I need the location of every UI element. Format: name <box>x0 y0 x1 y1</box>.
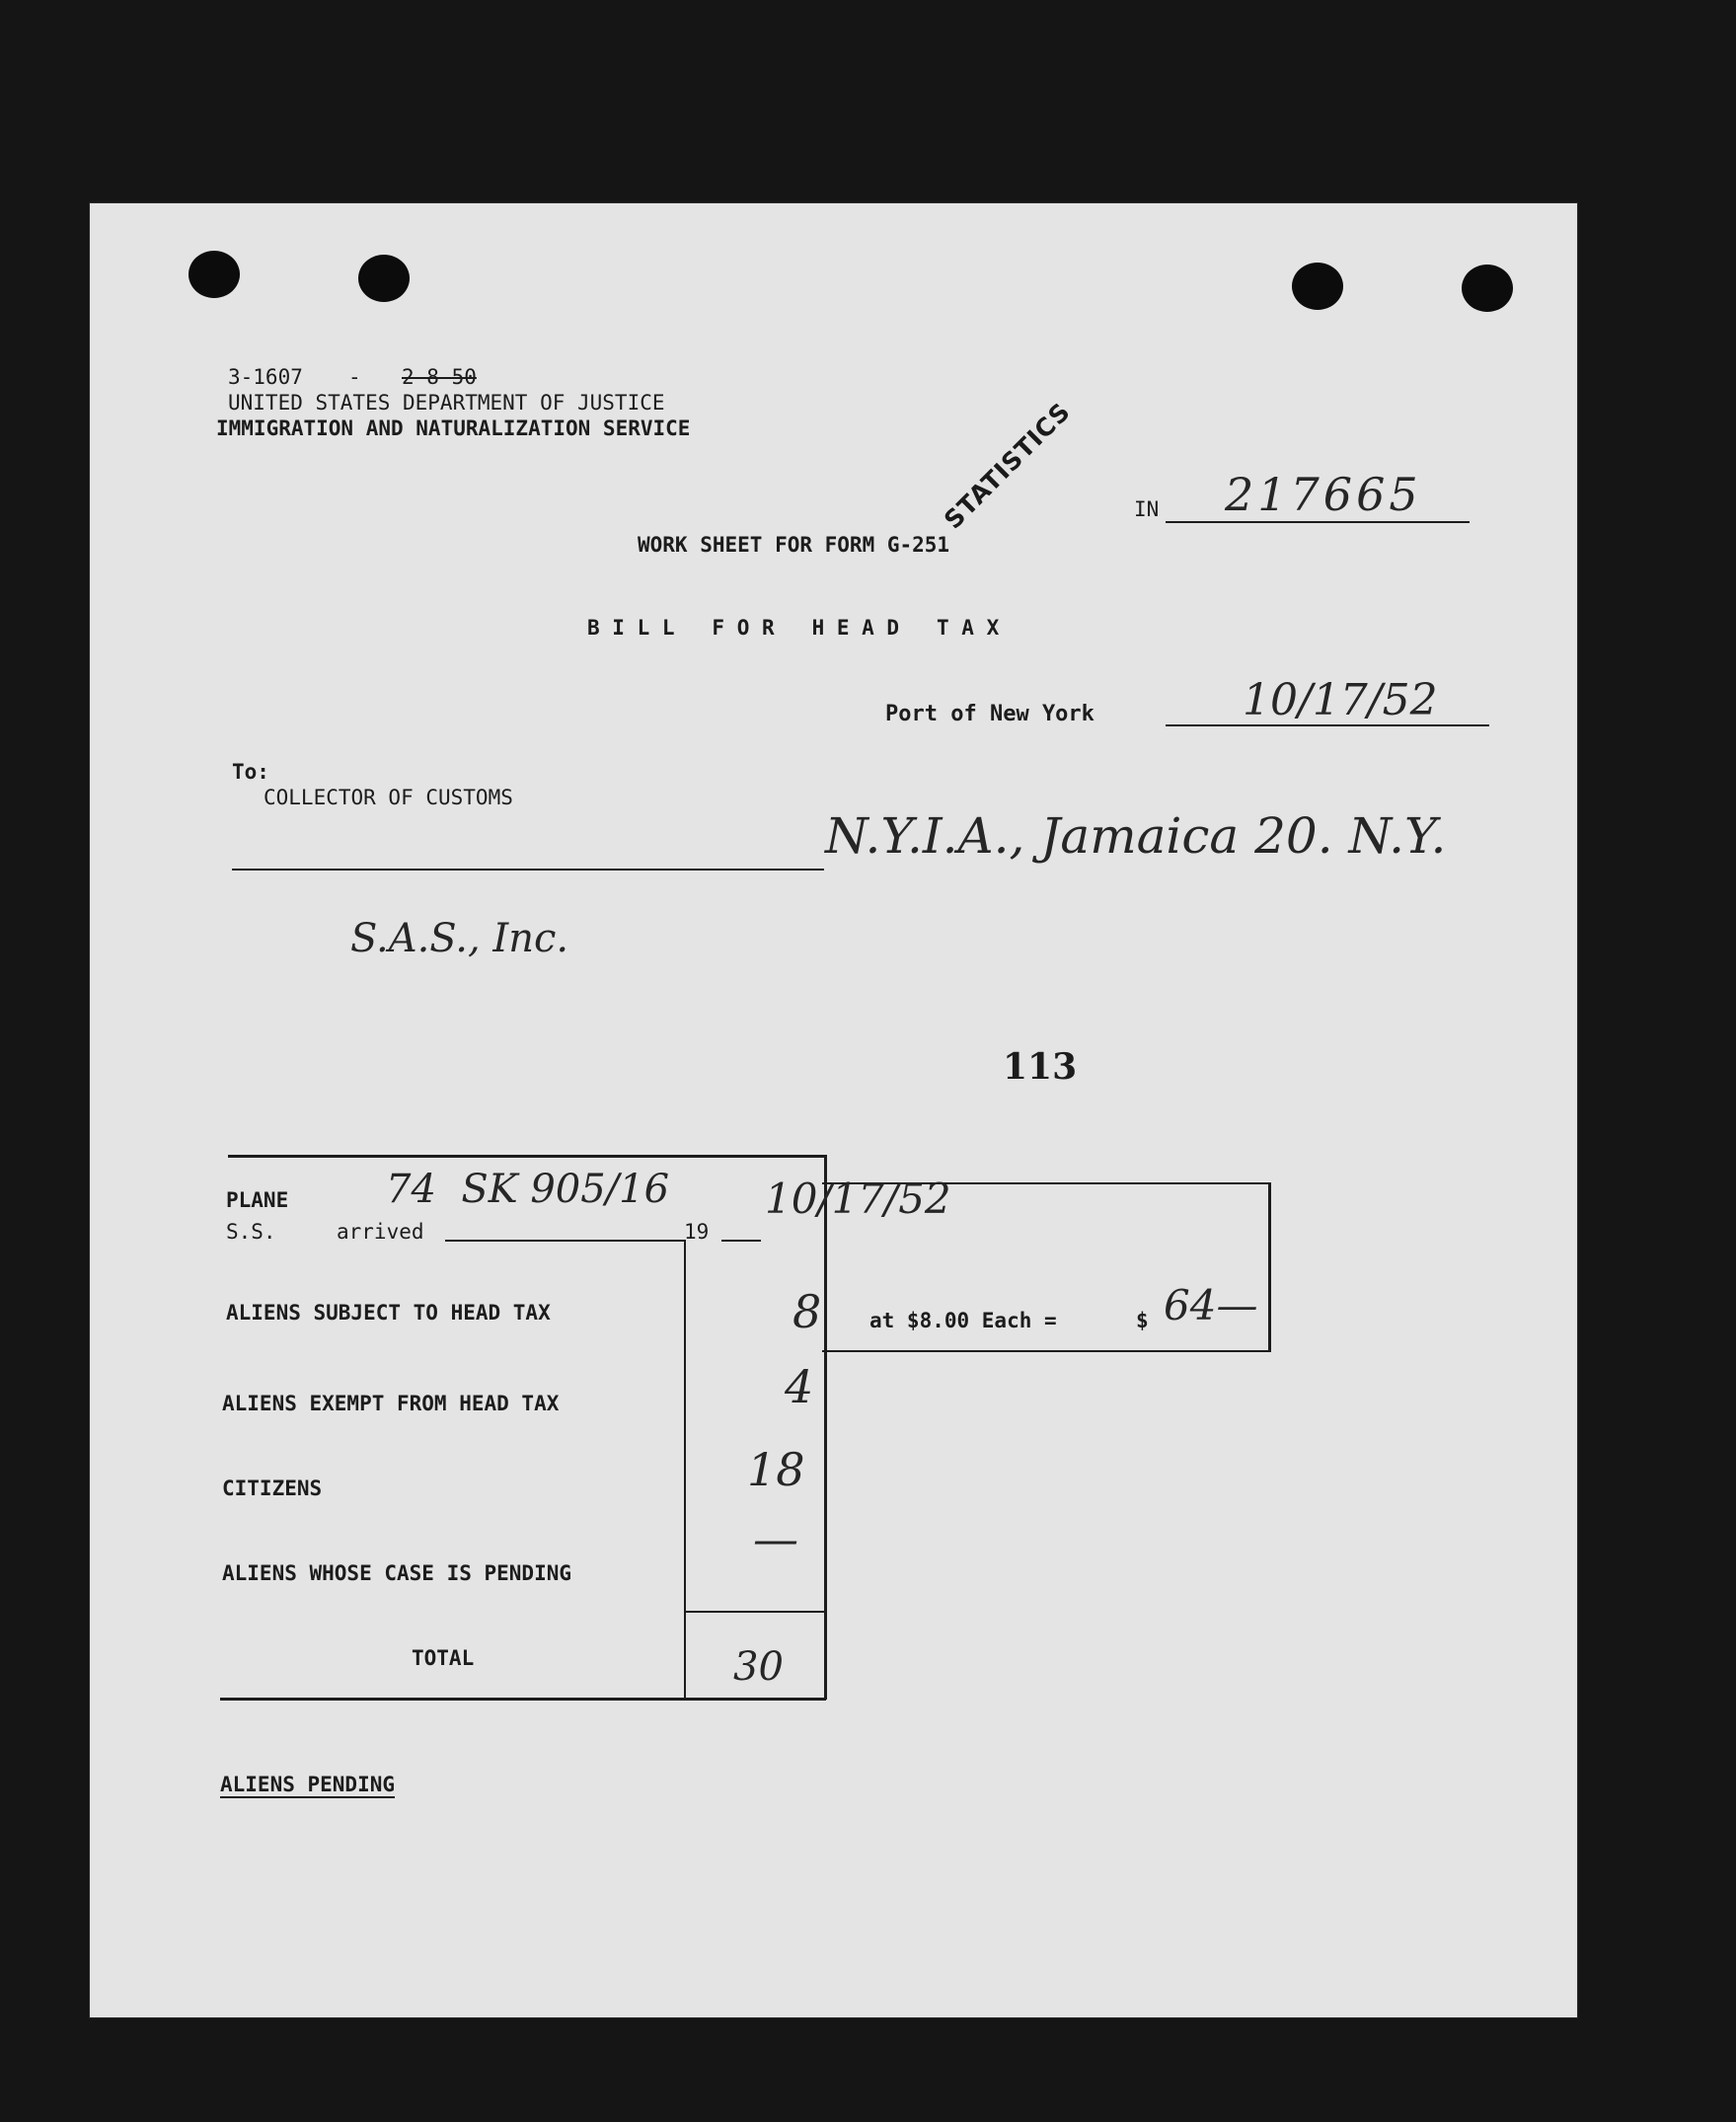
in-number: 217665 <box>1225 468 1422 521</box>
total-divider <box>684 1611 826 1613</box>
counts-column-right <box>824 1155 827 1700</box>
agency-line-1: UNITED STATES DEPARTMENT OF JUSTICE <box>228 391 665 415</box>
punch-hole <box>189 251 240 298</box>
arrived-underline <box>445 1240 686 1242</box>
collector-underline <box>232 869 824 871</box>
carrier-handwritten: S.A.S., Inc. <box>350 916 569 961</box>
ss-label: S.S. <box>226 1220 276 1244</box>
row-label-citizens: CITIZENS <box>222 1477 323 1500</box>
in-label: IN <box>1134 497 1160 521</box>
bill-title: B I L L F O R H E A D T A X <box>587 616 1000 640</box>
port-date: 10/17/52 <box>1243 675 1438 725</box>
punch-hole <box>358 255 410 302</box>
document-page <box>90 203 1577 2017</box>
location-handwritten: N.Y.I.A., Jamaica 20. N.Y. <box>825 807 1447 865</box>
year-underline <box>721 1240 761 1242</box>
collector-label: COLLECTOR OF CUSTOMS <box>264 786 513 809</box>
plane-label: PLANE <box>226 1188 289 1212</box>
year-prefix: 19 <box>684 1220 710 1244</box>
row-value-subject: 8 <box>793 1285 822 1338</box>
statistics-stamp: STATISTICS <box>939 397 1077 535</box>
arrived-label: arrived <box>337 1220 424 1244</box>
row-value-pending: — <box>753 1512 798 1565</box>
amount-handwritten: 64— <box>1164 1281 1258 1329</box>
row-value-exempt: 4 <box>785 1360 814 1413</box>
table-top-rule <box>228 1155 826 1158</box>
rate-box-right <box>1268 1182 1271 1352</box>
total-value: 30 <box>733 1644 784 1690</box>
in-underline <box>1166 521 1470 523</box>
manifest-number: 113 <box>1003 1046 1078 1088</box>
form-number: 3-1607 <box>228 365 303 389</box>
punch-hole <box>1292 263 1343 310</box>
arrival-date-handwritten: 10/17/52 <box>765 1175 951 1223</box>
table-bottom-rule <box>220 1698 826 1701</box>
row-label-exempt: ALIENS EXEMPT FROM HEAD TAX <box>222 1392 560 1415</box>
row-label-subject: ALIENS SUBJECT TO HEAD TAX <box>226 1301 551 1325</box>
aliens-pending-label: ALIENS PENDING <box>220 1773 396 1796</box>
rate-text: at $8.00 Each = <box>869 1309 1057 1332</box>
flight-handwritten: 74 SK 905/16 <box>386 1167 670 1212</box>
rate-box-bottom <box>822 1350 1270 1352</box>
punch-hole <box>1462 265 1513 312</box>
worksheet-title: WORK SHEET FOR FORM G-251 <box>638 533 950 557</box>
agency-line-2: IMMIGRATION AND NATURALIZATION SERVICE <box>216 417 691 440</box>
form-date: 2-8-50 <box>402 365 477 389</box>
dollar-sign: $ <box>1136 1309 1149 1332</box>
counts-column-left <box>684 1240 686 1700</box>
row-value-citizens: 18 <box>747 1443 805 1496</box>
form-dash: - <box>348 365 361 389</box>
total-label: TOTAL <box>412 1646 475 1670</box>
to-label: To: <box>232 760 269 784</box>
port-label: Port of New York <box>885 702 1094 726</box>
row-label-pending: ALIENS WHOSE CASE IS PENDING <box>222 1561 572 1585</box>
